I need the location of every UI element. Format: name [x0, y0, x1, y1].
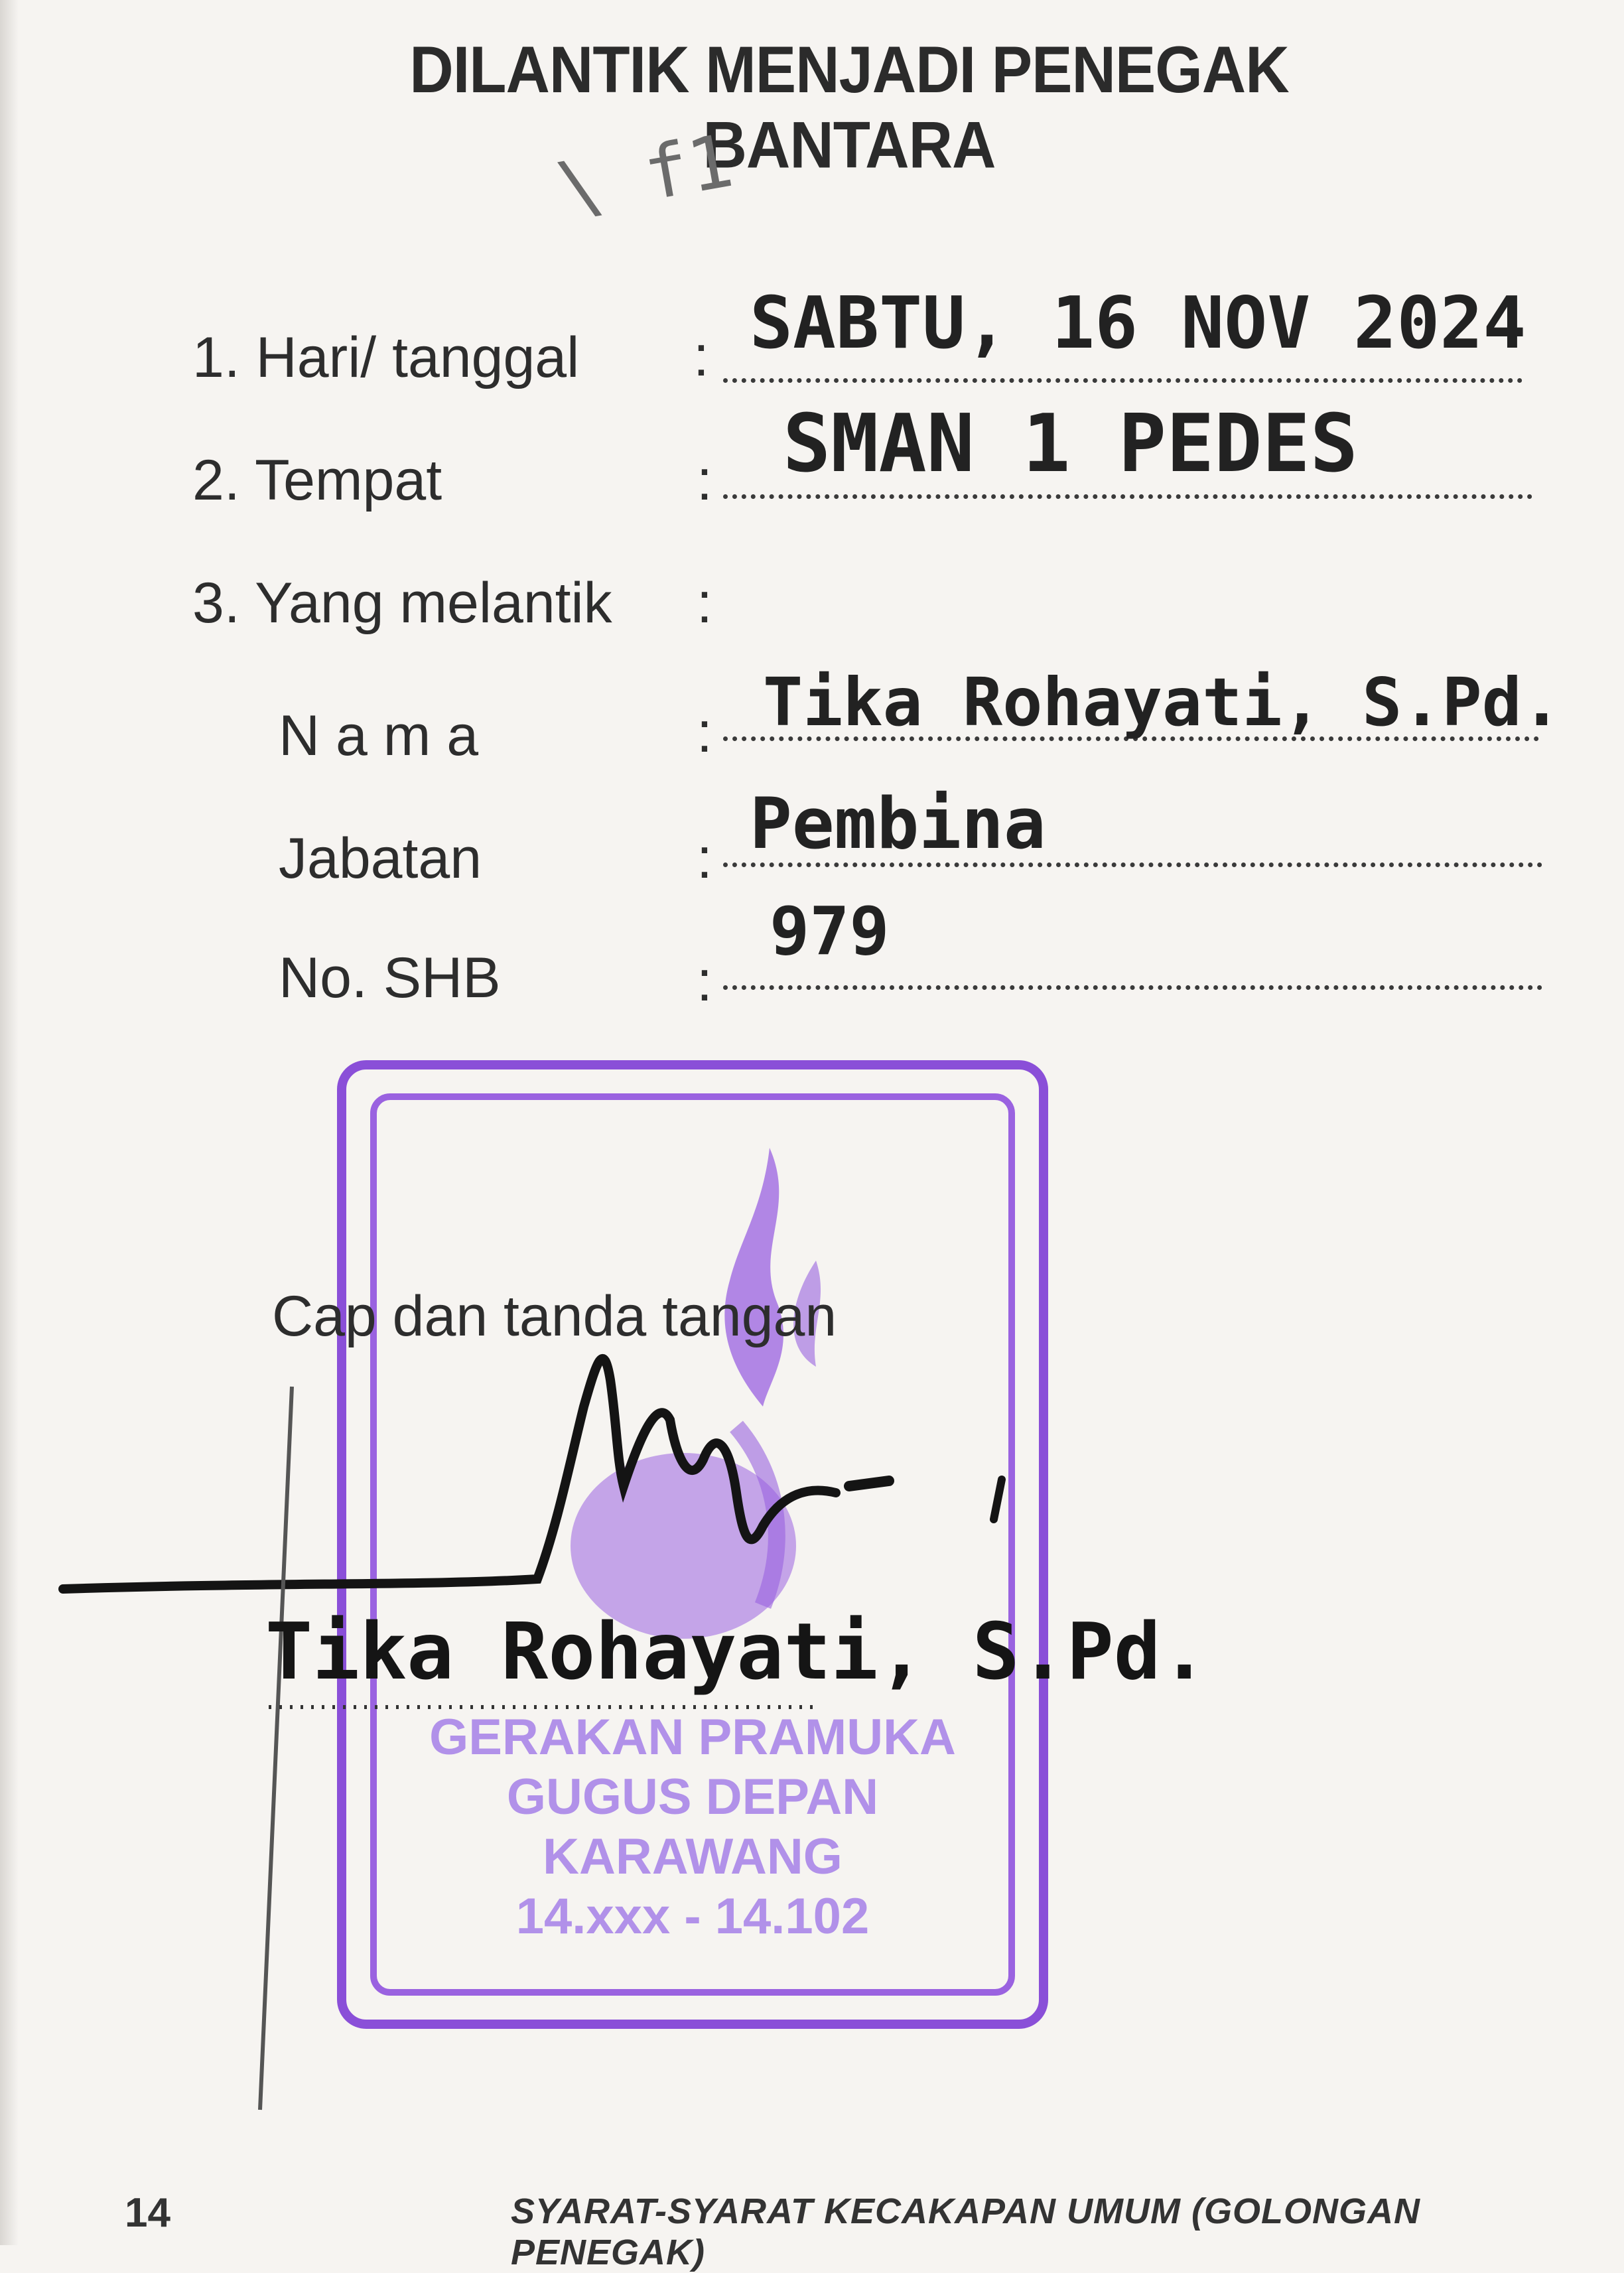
stamp-text-line3: KARAWANG: [543, 1828, 843, 1885]
field-label-tempat: 2. Tempat: [192, 448, 442, 512]
field-value-nama: Tika Rohayati, S.Pd.: [763, 663, 1562, 741]
signature-label: Cap dan tanda tangan: [272, 1284, 837, 1348]
margin-note: \ f1: [551, 117, 740, 233]
colon: :: [693, 324, 709, 388]
field-label-nama: N a m a: [279, 704, 479, 768]
page-number: 14: [125, 2190, 170, 2236]
colon: :: [697, 949, 712, 1013]
colon: :: [697, 701, 712, 764]
field-value-hari-tanggal: SABTU, 16 NOV 2024: [750, 282, 1526, 365]
field-label-no-shb: No. SHB: [279, 946, 501, 1010]
stamp-flame-icon: [724, 1148, 783, 1407]
signature-stroke: [994, 1480, 1002, 1519]
field-value-jabatan: Pembina: [750, 783, 1046, 864]
colon: :: [697, 571, 712, 635]
stamp-text-line2: GUGUS DEPAN: [506, 1769, 879, 1825]
field-label-jabatan: Jabatan: [279, 827, 482, 890]
colon: :: [697, 448, 712, 512]
field-value-tempat: SMAN 1 PEDES: [783, 398, 1358, 490]
signature-stroke: [260, 1387, 292, 2110]
field-value-no-shb: 979: [770, 892, 890, 970]
stamp-text-line4: 14.xxx - 14.102: [515, 1888, 870, 1945]
colon: :: [697, 827, 712, 890]
signer-name: Tika Rohayati, S.Pd.: [265, 1606, 1208, 1697]
signature-stroke: [849, 1481, 889, 1486]
stamp-text-line1: GERAKAN PRAMUKA: [429, 1709, 956, 1765]
field-label-hari-tanggal: 1. Hari/ tanggal: [192, 326, 580, 389]
field-label-yang-melantik: 3. Yang melantik: [192, 571, 612, 635]
footer-book-title: SYARAT-SYARAT KECAKAPAN UMUM (GOLONGAN PENEGAK): [511, 2191, 1420, 2272]
page-title: DILANTIK MENJADI PENEGAK BANTARA: [409, 33, 1289, 182]
